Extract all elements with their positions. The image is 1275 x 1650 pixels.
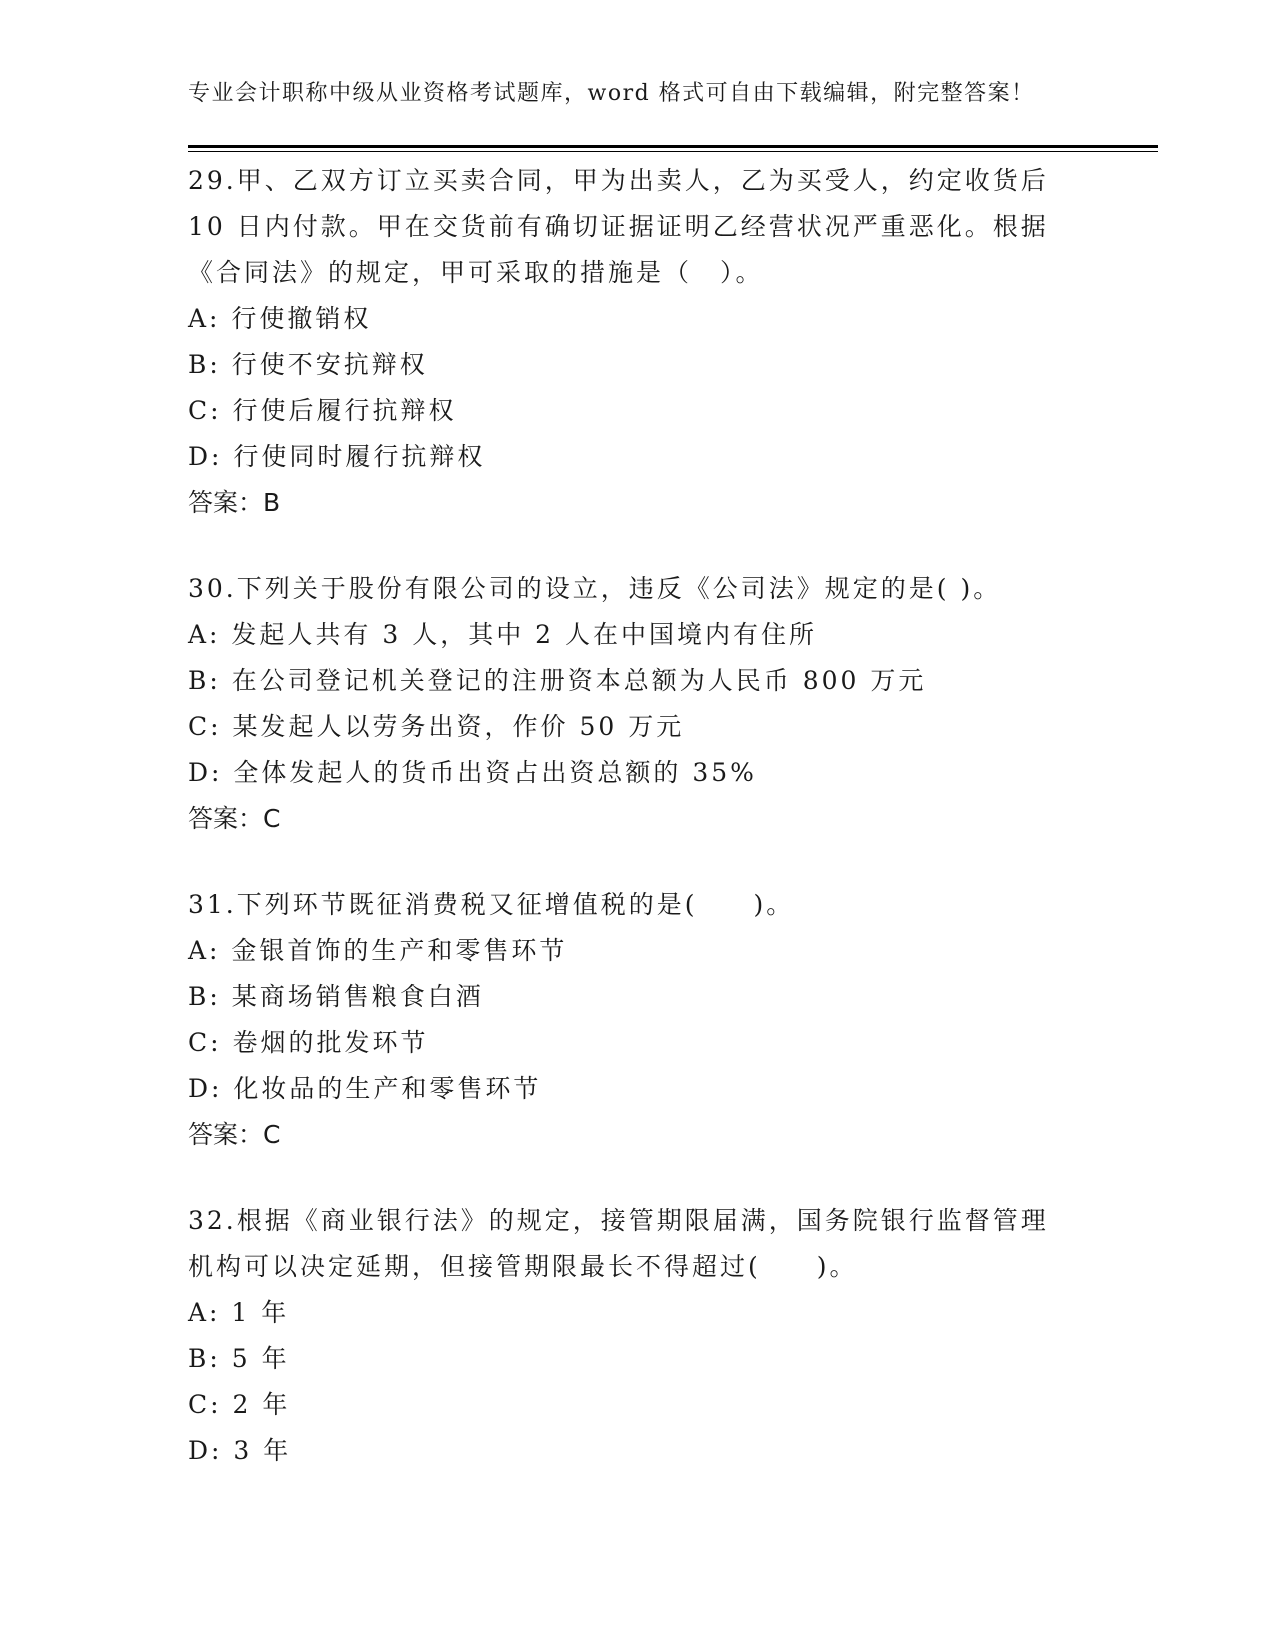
option-c: C: 2 年 (188, 1390, 291, 1419)
option-c: C: 某发起人以劳务出资，作价 50 万元 (188, 712, 685, 741)
option-a: A: 发起人共有 3 人，其中 2 人在中国境内有住所 (188, 620, 818, 649)
option-d: D: 3 年 (188, 1436, 292, 1465)
stem-line: 31.下列环节既征消费税又征增值税的是( )。 (188, 890, 795, 919)
option-c: C: 行使后履行抗辩权 (188, 396, 457, 425)
option-a: A: 1 年 (188, 1298, 290, 1327)
stem-line: 29.甲、乙双方订立买卖合同，甲为出卖人，乙为买受人，约定收货后 (188, 166, 1049, 195)
header-divider-thin (188, 151, 1158, 152)
option-d: D: 全体发起人的货币出资占出资总额的 35% (188, 758, 757, 787)
option-b: B: 某商场销售粮食白酒 (188, 982, 484, 1011)
stem-line: 32.根据《商业银行法》的规定，接管期限届满，国务院银行监督管理 (188, 1206, 1049, 1235)
answer: 答案：C (188, 804, 281, 833)
option-b: B: 行使不安抗辩权 (188, 350, 428, 379)
question-31 (188, 882, 1088, 1158)
option-a: A: 金银首饰的生产和零售环节 (188, 936, 568, 965)
answer: 答案：B (188, 488, 281, 517)
question-stem (188, 1198, 1088, 1290)
question-30 (188, 566, 1088, 842)
option-d: D: 化妆品的生产和零售环节 (188, 1074, 542, 1103)
stem-line: 《合同法》的规定，甲可采取的措施是（ ）。 (188, 258, 764, 287)
option-b: B: 在公司登记机关登记的注册资本总额为人民币 800 万元 (188, 666, 927, 695)
question-stem (188, 882, 1088, 928)
question-32 (188, 1198, 1088, 1474)
question-stem (188, 158, 1088, 296)
option-c: C: 卷烟的批发环节 (188, 1028, 429, 1057)
stem-line: 机构可以决定延期，但接管期限最长不得超过( )。 (188, 1252, 858, 1281)
option-b: B: 5 年 (188, 1344, 290, 1373)
answer: 答案：C (188, 1120, 281, 1149)
header-divider-thick (188, 145, 1158, 148)
stem-line: 30.下列关于股份有限公司的设立，违反《公司法》规定的是( )。 (188, 574, 1002, 603)
option-d: D: 行使同时履行抗辩权 (188, 442, 486, 471)
stem-line: 10 日内付款。甲在交货前有确切证据证明乙经营状况严重恶化。根据 (188, 212, 1049, 241)
question-stem (188, 566, 1088, 612)
page-header: 专业会计职称中级从业资格考试题库，word 格式可自由下载编辑，附完整答案！ (188, 81, 1035, 106)
question-29 (188, 158, 1088, 526)
question-list (188, 158, 1088, 1514)
option-a: A: 行使撤销权 (188, 304, 372, 333)
